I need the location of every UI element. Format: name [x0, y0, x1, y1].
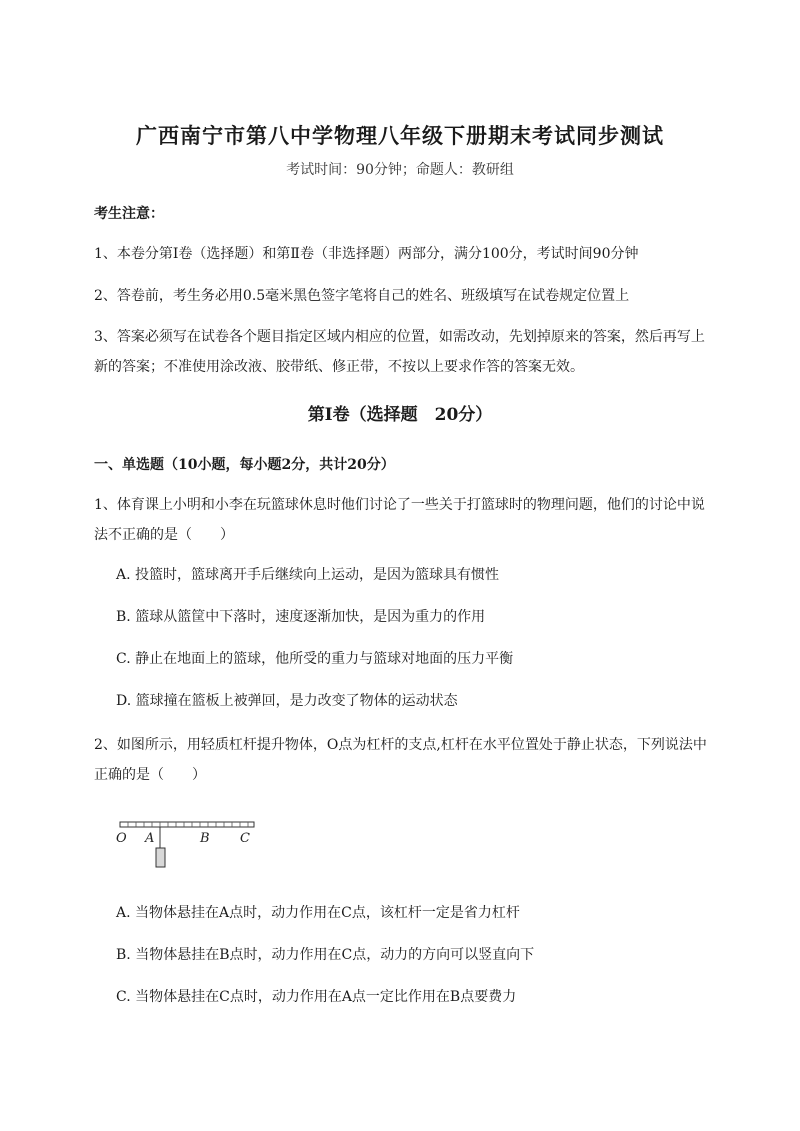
lever-diagram: [112, 812, 262, 872]
option-a: A. 投篮时，篮球离开手后继续向上运动，是因为篮球具有惯性: [116, 567, 500, 583]
point-label-c: C: [240, 831, 250, 846]
option-c: C. 当物体悬挂在C点时，动力作用在A点一定比作用在B点要费力: [116, 989, 517, 1005]
point-label-o: O: [116, 831, 127, 846]
exam-info: 考试时间：90分钟；命题人：教研组: [286, 162, 514, 178]
question-stem: 2、如图所示，用轻质杠杆提升物体，O点为杠杆的支点,杠杆在水平位置处于静止状态，下列说法中正确的是（ ）: [94, 737, 707, 783]
option-c: C. 静止在地面上的篮球，他所受的重力与篮球对地面的压力平衡: [116, 651, 514, 667]
option-b: B. 当物体悬挂在B点时，动力作用在C点，动力的方向可以竖直向下: [116, 947, 535, 963]
page-title: 广西南宁市第八中学物理八年级下册期末考试同步测试: [136, 123, 664, 148]
option-b: B. 篮球从篮筐中下落时，速度逐渐加快，是因为重力的作用: [116, 609, 486, 625]
question-group-heading: 一、单选题（10小题，每小题2分，共计20分）: [94, 457, 395, 473]
lever-figure: [112, 812, 262, 872]
notice-item: 3、答案必须写在试卷各个题目指定区域内相应的位置，如需改动，先划掉原来的答案，然后再写上新的答案；不准使用涂改液、胶带纸、修正带，不按以上要求作答的答案无效。: [94, 329, 705, 375]
notice-item: 1、本卷分第I卷（选择题）和第Ⅱ卷（非选择题）两部分，满分100分，考试时间90分钟: [94, 246, 639, 262]
notice-heading: 考生注意：: [94, 206, 164, 222]
question-stem: 1、体育课上小明和小李在玩篮球休息时他们讨论了一些关于打篮球时的物理问题，他们的讨论中说法不正确的是（ ）: [94, 497, 705, 543]
point-label-b: B: [200, 831, 210, 846]
hanging-weight: [156, 848, 165, 867]
lever-bar: [120, 822, 254, 827]
option-d: D. 篮球撞在篮板上被弹回，是力改变了物体的运动状态: [116, 693, 458, 709]
point-label-a: A: [145, 831, 155, 846]
notice-item: 2、答卷前，考生务必用0.5毫米黑色签字笔将自己的姓名、班级填写在试卷规定位置上: [94, 288, 630, 304]
section-title: 第I卷（选择题 20分）: [307, 405, 493, 425]
option-a: A. 当物体悬挂在A点时，动力作用在C点，该杠杆一定是省力杠杆: [116, 905, 520, 921]
